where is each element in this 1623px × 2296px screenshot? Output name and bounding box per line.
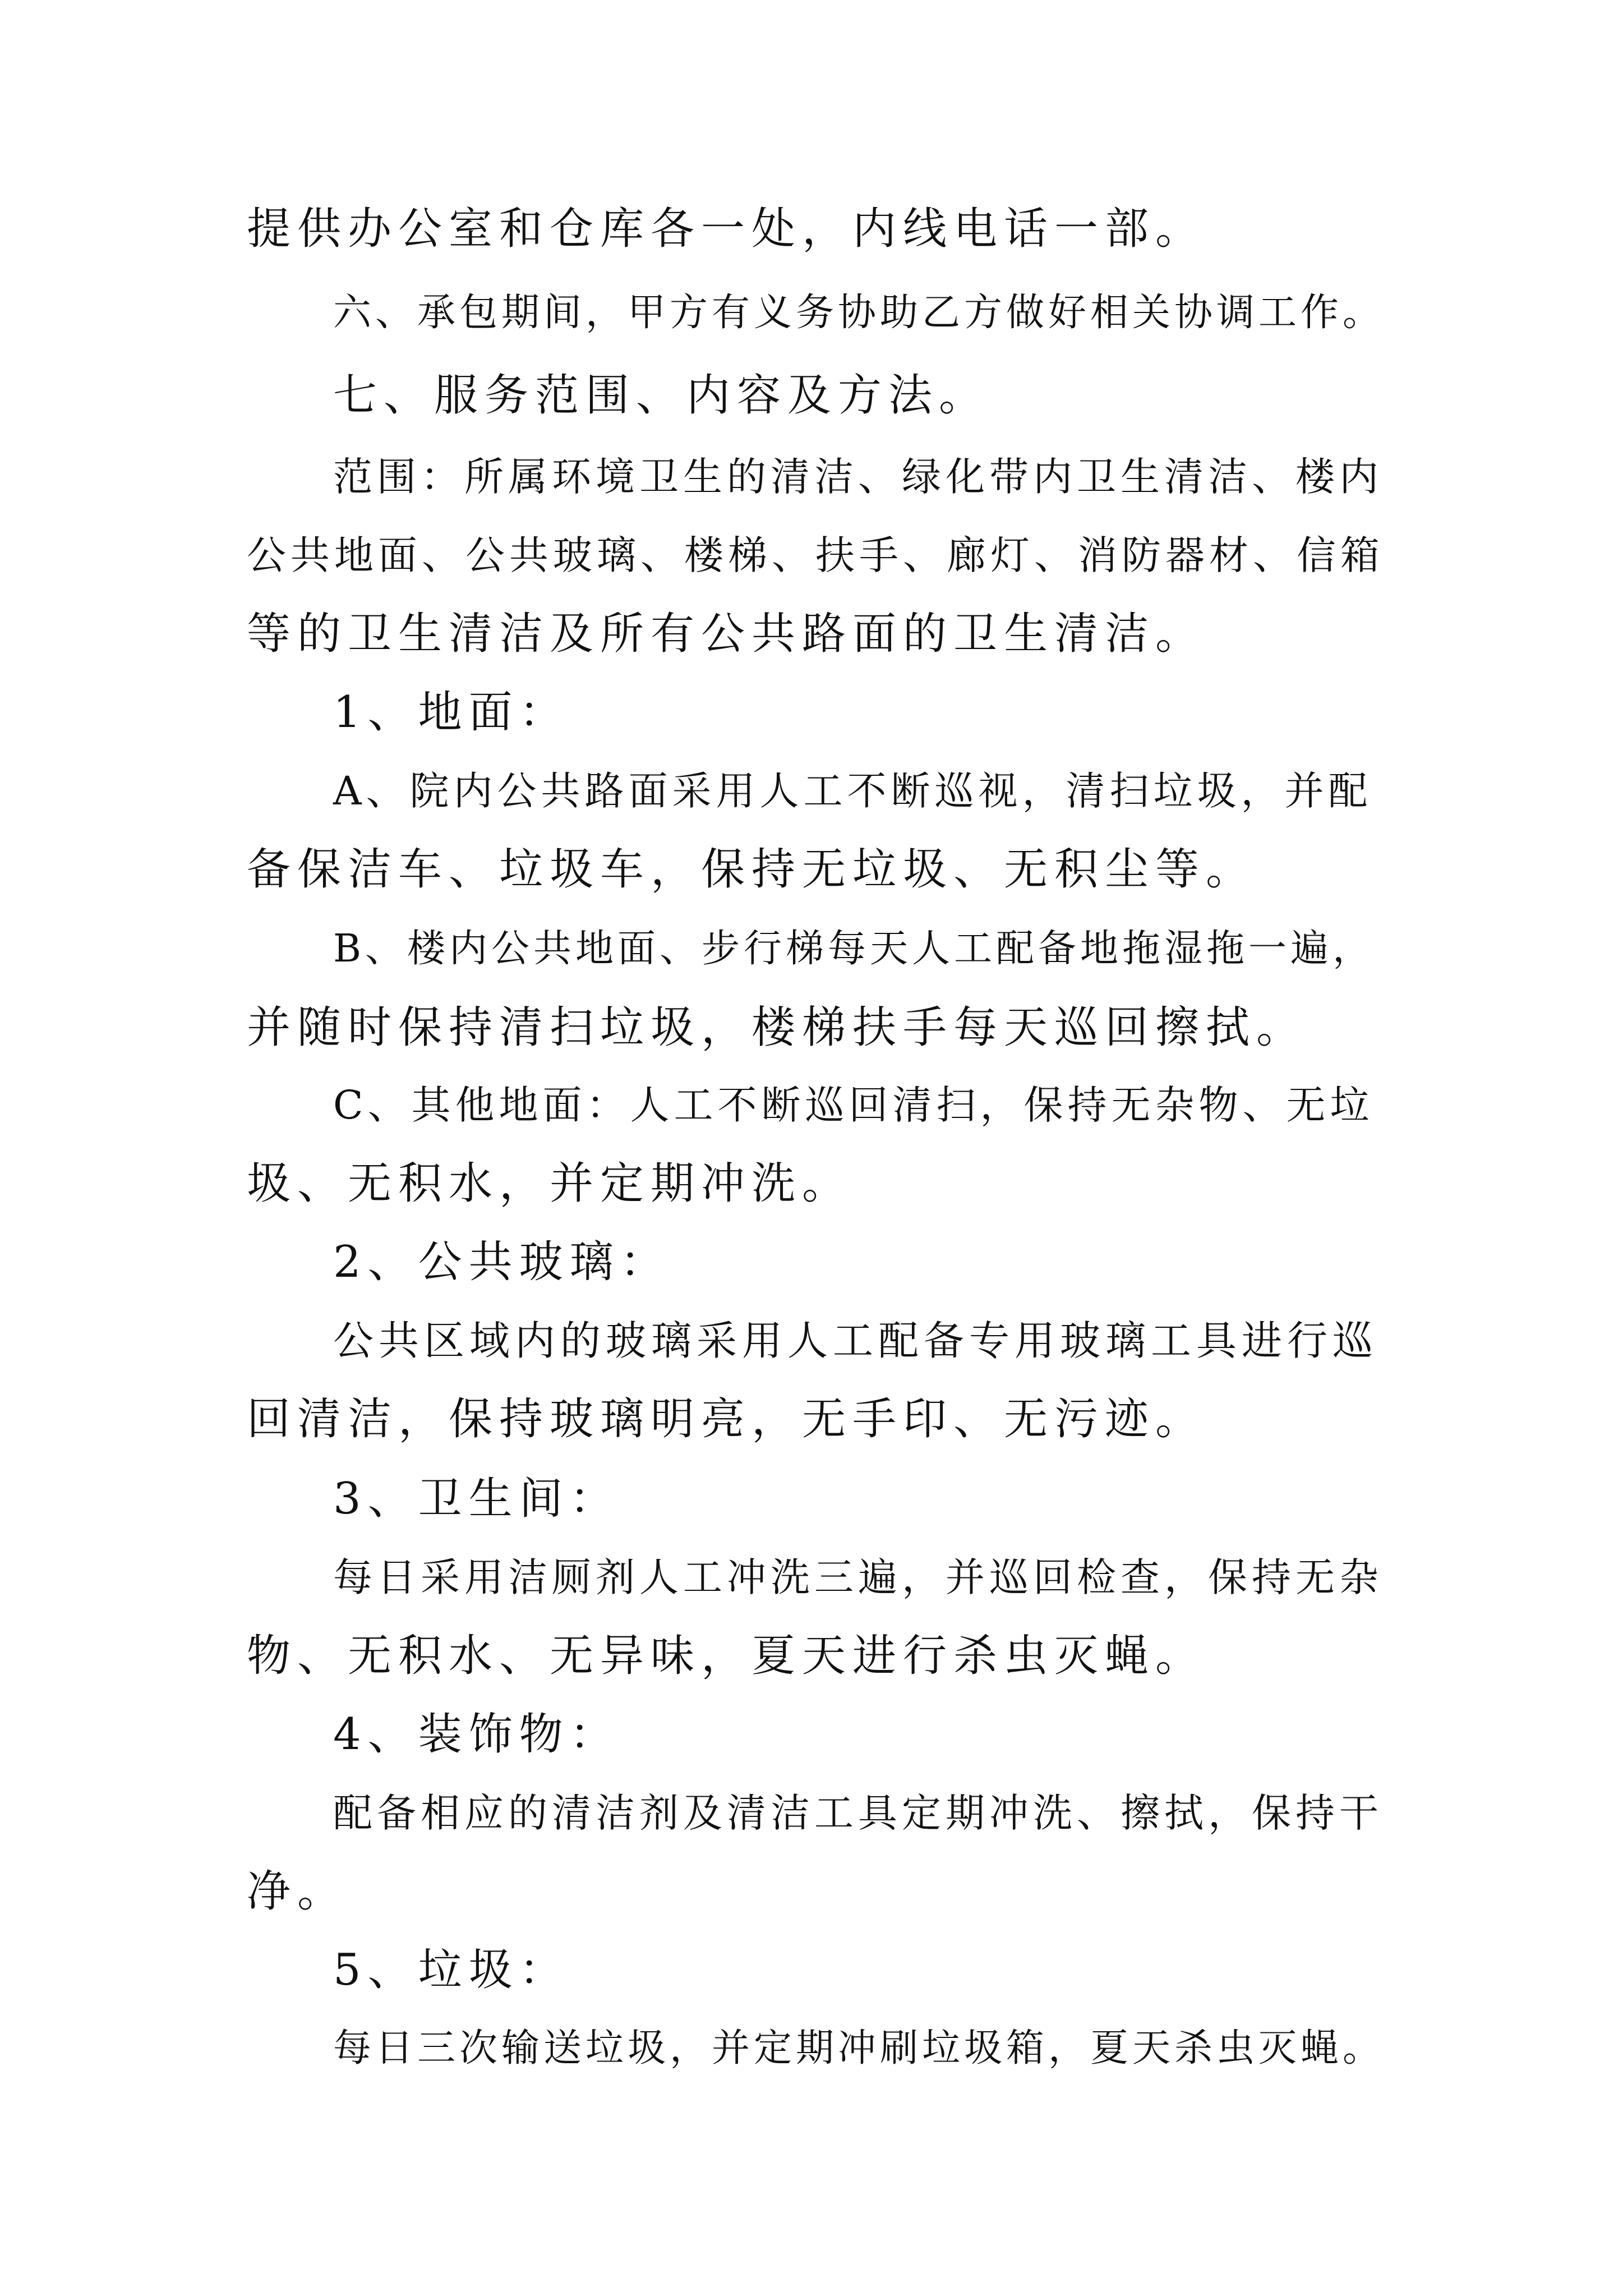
text-line: 回清洁，保持玻璃明亮，无手印、无污迹。 (247, 1394, 1206, 1444)
text-line: 公共地面、公共玻璃、楼梯、扶手、廊灯、消防器材、信箱 (247, 532, 1384, 578)
text-line: 每日采用洁厕剂人工冲洗三遍，并巡回检查，保持无杂 (333, 1554, 1383, 1600)
text-line: 物、无积水、无异味，夏天进行杀虫灭蝇。 (247, 1631, 1206, 1681)
text-line: 范围：所属环境卫生的清洁、绿化带内卫生清洁、楼内 (333, 454, 1383, 500)
text-line: C、其他地面：人工不断巡回清扫，保持无杂物、无垃 (333, 1082, 1374, 1128)
text-line: 公共区域内的玻璃采用人工配备专用玻璃工具进行巡 (333, 1317, 1378, 1364)
text-line: 七、服务范围、内容及方法。 (333, 370, 990, 421)
text-line: 并随时保持清扫垃圾，楼梯扶手每天巡回擦拭。 (247, 1002, 1307, 1053)
text-line: B、楼内公共地面、步行梯每天人工配备地拖湿拖一遍， (333, 927, 1375, 971)
text-line: 1、地面： (333, 687, 570, 738)
text-line: 3、卫生间： (333, 1474, 620, 1524)
text-line: 备保洁车、垃圾车，保持无垃圾、无积尘等。 (247, 844, 1257, 895)
text-line: 4、装饰物： (333, 1709, 620, 1760)
text-line: 六、承包期间，甲方有义务协助乙方做好相关协调工作。 (333, 291, 1385, 335)
text-line: 每日三次输送垃圾，并定期冲刷垃圾箱，夏天杀虫灭蝇。 (333, 2026, 1385, 2070)
text-line: 等的卫生清洁及所有公共路面的卫生清洁。 (247, 609, 1206, 659)
text-line: 配备相应的清洁剂及清洁工具定期冲洗、擦拭，保持干 (333, 1790, 1383, 1836)
text-line: 净。 (247, 1866, 348, 1917)
text-line: 圾、无积水，并定期冲洗。 (247, 1158, 853, 1209)
text-line: A、院内公共路面采用人工不断巡视，清扫垃圾，并配 (333, 768, 1372, 814)
text-line: 提供办公室和仓库各一处，内线电话一部。 (247, 204, 1206, 254)
text-line: 2、公共玻璃： (333, 1237, 671, 1287)
text-line: 5、垃圾： (333, 1945, 570, 1995)
